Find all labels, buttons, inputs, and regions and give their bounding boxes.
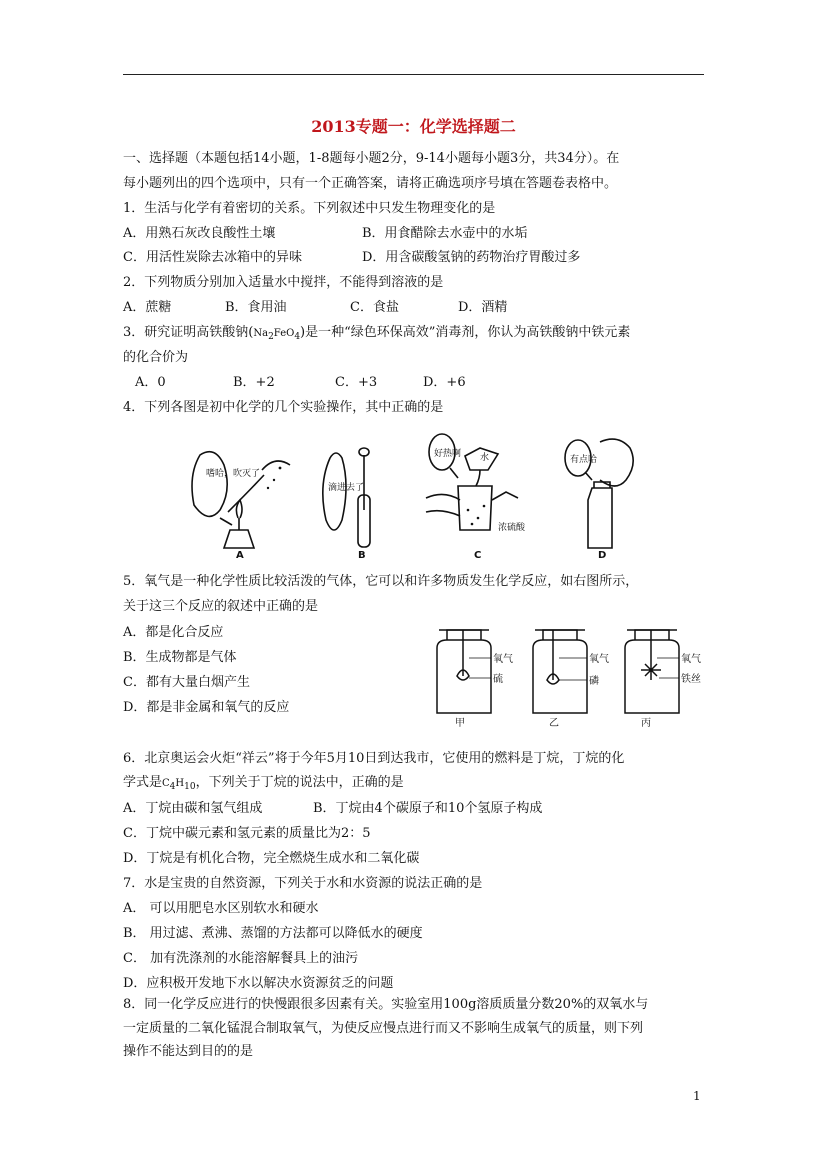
label-water: 水 — [480, 453, 490, 463]
jar3-substance-label: 铁丝 — [681, 674, 701, 685]
bubble-b-text: 滴进去了 — [328, 483, 365, 493]
q4-stem: 4．下列各图是初中化学的几个实验操作，其中正确的是 — [123, 400, 444, 415]
q1-stem: 1．生活与化学有着密切的关系。下列叙述中只发生物理变化的是 — [123, 201, 496, 216]
q3-option-a: A．0 — [135, 375, 166, 390]
q2-option-d: D．酒精 — [458, 300, 508, 315]
bubble-c-text: 好热啊 — [434, 449, 462, 459]
q7-option-d: D．应积极开发地下水以解决水资源贫乏的问题 — [123, 976, 394, 991]
q3-option-b: B．+2 — [233, 375, 275, 390]
jar3-gas-label: 氧气 — [681, 654, 701, 665]
jar3-caption: 丙 — [641, 718, 651, 728]
q4-experiment-figure — [180, 430, 650, 560]
q7-option-b: B． 用过滤、煮沸、蒸馏的方法都可以降低水的硬度 — [123, 926, 423, 941]
q1-option-a: A．用熟石灰改良酸性土壤 — [123, 226, 276, 241]
q6-stem-1: 6．北京奥运会火炬“祥云”将于今年5月10日到达我市，它使用的燃料是丁烷，丁烷的化 — [123, 751, 625, 766]
header-rule — [123, 74, 704, 75]
q8-line-2: 一定质量的二氧化锰混合制取氧气，为使反应慢点进行而又不影响生成氧气的质量，则下列 — [123, 1021, 644, 1036]
q6-stem-2: 学式是$C_4H_{10}$，下列关于丁烷的说法中，正确的是 — [123, 775, 404, 792]
jar1-gas-label: 氧气 — [493, 654, 513, 665]
q7-option-c: C． 加有洗涤剂的水能溶解餐具上的油污 — [123, 951, 359, 966]
q5-option-b: B．生成物都是气体 — [123, 650, 237, 665]
intro-line-2: 每小题列出的四个选项中，只有一个正确答案，请将正确选项序号填在答题卷表格中。 — [123, 176, 618, 191]
jar2-substance-label: 磷 — [589, 676, 599, 687]
q2-option-a: A．蔗糖 — [123, 300, 172, 315]
q1-option-d: D．用含碳酸氢钠的药物治疗胃酸过多 — [362, 250, 581, 265]
q5-option-a: A．都是化合反应 — [123, 625, 224, 640]
caption-b: B — [358, 550, 366, 560]
page-title: 2013专题一：化学选择题二 — [311, 117, 516, 136]
page-number: 1 — [693, 1089, 701, 1103]
intro-line-1: 一、选择题（本题包括14小题，1-8题每小题2分，9-14小题每小题3分，共34分）。在 — [123, 151, 620, 166]
q5-combustion-figure — [425, 618, 715, 728]
caption-a: A — [236, 550, 244, 560]
jar2-gas-label: 氧气 — [589, 654, 609, 665]
bubble-a-text: 嗜哈，吹灭了 — [206, 469, 261, 479]
q2-option-b: B．食用油 — [225, 300, 287, 315]
q3-stem-2: 的化合价为 — [123, 350, 189, 365]
q3-stem: 3．研究证明高铁酸钠$(Na_2FeO_4)$是一种“绿色环保高效”消毒剂，你认为高铁酸钠中铁元素 — [123, 325, 631, 342]
q6-option-c: C．丁烷中碳元素和氢元素的质量比为2：5 — [123, 826, 371, 841]
q7-stem: 7．水是宝贵的自然资源，下列关于水和水资源的说法正确的是 — [123, 876, 483, 891]
q6-option-b: B．丁烷由4个碳原子和10个氢原子构成 — [313, 801, 543, 816]
jar2-caption: 乙 — [549, 718, 559, 728]
q5-option-c: C．都有大量白烟产生 — [123, 675, 250, 690]
jar1-substance-label: 硫 — [493, 674, 503, 685]
q8-line-3: 操作不能达到目的的是 — [123, 1044, 254, 1059]
q7-option-a: A． 可以用肥皂水区别软水和硬水 — [123, 901, 319, 916]
q5-stem-1: 5．氧气是一种化学性质比较活泼的气体，它可以和许多物质发生化学反应，如右图所示， — [123, 574, 639, 589]
caption-d: D — [598, 550, 607, 560]
q2-option-c: C．食盐 — [350, 300, 399, 315]
label-acid: 浓硫酸 — [498, 523, 526, 533]
jar1-caption: 甲 — [455, 718, 465, 728]
caption-c: C — [474, 550, 482, 560]
q8-line-1: 8．同一化学反应进行的快慢跟很多因素有关。实验室用100g溶质质量分数20%的双氧水与 — [123, 997, 649, 1012]
q6-option-a: A．丁烷由碳和氢气组成 — [123, 801, 263, 816]
q3-option-c: C．+3 — [335, 375, 378, 390]
bubble-d-text: 有点哈 — [570, 455, 598, 465]
q6-option-d: D．丁烷是有机化合物，完全燃烧生成水和二氧化碳 — [123, 851, 420, 866]
q2-stem: 2．下列物质分别加入适量水中搅拌，不能得到溶液的是 — [123, 275, 444, 290]
q5-stem-2: 关于这三个反应的叙述中正确的是 — [123, 599, 319, 614]
q1-option-c: C．用活性炭除去冰箱中的异味 — [123, 250, 302, 265]
q1-option-b: B．用食醋除去水壶中的水垢 — [362, 226, 528, 241]
q5-option-d: D．都是非金属和氧气的反应 — [123, 700, 290, 715]
q3-option-d: D．+6 — [423, 375, 466, 390]
